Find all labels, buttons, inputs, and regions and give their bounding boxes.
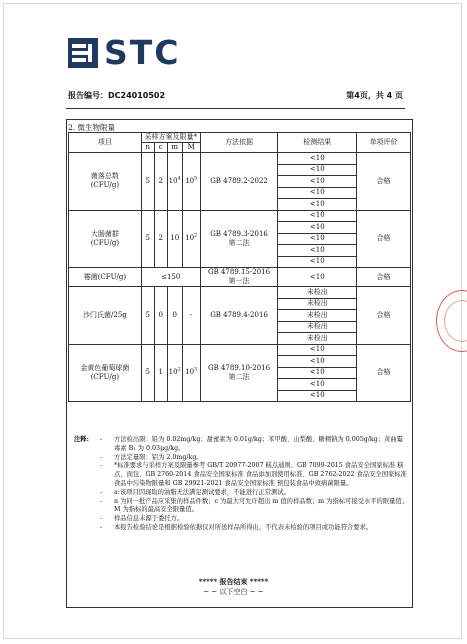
- note-item: [74, 498, 409, 516]
- M-value: [182, 344, 200, 402]
- item-name: 菌落总数 (CFU/g): [69, 153, 142, 211]
- judge-value: 合格: [357, 268, 411, 287]
- result-value: <10: [278, 344, 357, 356]
- M-value-base: 10: [185, 176, 195, 185]
- M-value-base: 10: [185, 234, 195, 243]
- limit-value: ≤150: [141, 268, 200, 287]
- method-basis: GB 4789.4-2016: [200, 287, 278, 345]
- notes-label-spacer: [74, 489, 100, 498]
- c-value: 0: [154, 287, 167, 345]
- M-value: [182, 153, 200, 211]
- M-value: [182, 287, 200, 345]
- note-item: [74, 436, 409, 454]
- m-value: [167, 287, 182, 345]
- m-value-base: 10: [170, 234, 180, 243]
- header-M: M: [182, 143, 200, 153]
- judge-value: 合格: [357, 287, 411, 345]
- header-plan: 采样方案及限量*: [141, 133, 200, 143]
- note-text: 方法定量限：铝为 2.0mg/kg。: [114, 453, 203, 461]
- note-bullet: -: [100, 515, 103, 523]
- result-value: <10: [278, 390, 357, 402]
- method-basis: GB 4789.10-2016 第二法: [200, 344, 278, 402]
- judge-value: 合格: [357, 210, 411, 268]
- M-value-exp: 5: [194, 175, 198, 182]
- page-number: 第4页，共 4 页: [346, 91, 403, 100]
- result-value: <10: [278, 210, 357, 222]
- table-row: [69, 287, 411, 299]
- M-value-exp: 3: [194, 366, 198, 373]
- notes-label: 注释:: [74, 436, 89, 443]
- header-n: n: [141, 143, 154, 153]
- blank-below: ~ ~ 以下空白 ~ ~: [203, 588, 264, 596]
- microbe-limit-table: [68, 132, 411, 402]
- table-row: [69, 210, 411, 222]
- item-name: 沙门氏菌/25g: [69, 287, 142, 345]
- note-item: [74, 524, 409, 533]
- m-value-exp: 4: [177, 175, 181, 182]
- M-value: [182, 210, 200, 268]
- note-bullet: -: [100, 497, 103, 505]
- notes-label-spacer: [74, 524, 100, 533]
- note-text: n 为同一批产品应采集的样品件数；c 为最大可允许超出 m 值的样品数；m 为指标可接受水平的限量值；M 为指标的最高安全限量值。: [114, 497, 409, 514]
- result-value: <10: [278, 379, 357, 391]
- M-value-exp: 2: [194, 232, 198, 239]
- m-value-base: 10: [168, 368, 178, 377]
- notes-block: [74, 436, 409, 533]
- item-name: 金黄色葡萄球菌 (CFU/g): [69, 344, 142, 402]
- table-row: [69, 344, 411, 356]
- notes-label-spacer: [74, 498, 100, 516]
- result-value: <10: [278, 153, 357, 165]
- header-item: 项目: [69, 133, 142, 153]
- section-title: 2. 微生物限量: [68, 123, 116, 132]
- note-bullet: -: [100, 436, 103, 443]
- result-value: 未检出: [278, 333, 357, 345]
- result-value: 未检出: [278, 298, 357, 310]
- header-divider: [66, 108, 405, 109]
- m-value-base: 10: [168, 176, 178, 185]
- n-value: 5: [141, 287, 154, 345]
- result-value: <10: [278, 199, 357, 211]
- note-bullet: -: [100, 453, 103, 461]
- result-value: <10: [278, 164, 357, 176]
- method-basis: GB 4789.2-2022: [200, 153, 278, 211]
- header-result: 检测结果: [278, 133, 357, 153]
- logo-mark-icon: [68, 38, 98, 68]
- judge-value: 合格: [357, 153, 411, 211]
- item-name: 大肠菌群 (CFU/g): [69, 210, 142, 268]
- note-text: a:该项目因现取的油脂无法满足测试要求，不能进行正常测试。: [114, 488, 290, 496]
- method-basis: GB 4789.15-2016 第一法: [200, 268, 278, 287]
- result-value: <10: [278, 268, 357, 287]
- M-value-base: -: [189, 310, 193, 319]
- result-value: <10: [278, 367, 357, 379]
- report-end: ***** 报告结束 *****: [198, 577, 269, 586]
- m-value-base: 0: [172, 310, 177, 319]
- note-text: 样品信息未源于委托方。: [114, 515, 184, 523]
- method-basis: GB 4789.3-2016 第二法: [200, 210, 278, 268]
- n-value: 5: [141, 153, 154, 211]
- note-text: *标准要求与采样方案及限量参考 GB/T 20977-2007 糕点通则、GB 7099-2015 食品安全国家标准 糕点、面包、GB 2760-2014 食品安全国家标准 食品添加剂使用标准、GB 2762-2022 食品安全国家标准 食品中污染物限量和 GB 29921-2021 食品安全国家标准 预包装食品中致病菌限量。: [114, 462, 407, 487]
- notes-label-spacer: [74, 462, 100, 488]
- notes-label-spacer: [74, 515, 100, 524]
- notes-label-spacer: [74, 454, 100, 463]
- c-value: 2: [154, 210, 167, 268]
- result-value: <10: [278, 233, 357, 245]
- note-bullet: -: [100, 523, 103, 531]
- n-value: 5: [141, 344, 154, 402]
- note-item: [74, 462, 409, 488]
- note-text: 方法检出限：铅为 0.02mg/kg；甜蜜素为 0.01g/kg；苯甲酸、山梨酸、糖精钠为 0.005g/kg；黄曲霉毒素 B₁ 为 0.03μg/kg。: [114, 436, 403, 452]
- result-value: 未检出: [278, 321, 357, 333]
- header-m: m: [167, 143, 182, 153]
- m-value: [167, 344, 182, 402]
- m-value: [167, 153, 182, 211]
- result-value: 未检出: [278, 287, 357, 299]
- result-value: <10: [278, 256, 357, 268]
- result-value: <10: [278, 245, 357, 257]
- m-value: [167, 210, 182, 268]
- result-value: <10: [278, 176, 357, 188]
- c-value: 1: [154, 344, 167, 402]
- M-value-base: 10: [185, 368, 195, 377]
- result-value: <10: [278, 187, 357, 199]
- table-row: [69, 153, 411, 165]
- judge-value: 合格: [357, 344, 411, 402]
- result-value: <10: [278, 222, 357, 234]
- result-value: 未检出: [278, 310, 357, 322]
- company-logo: [68, 33, 181, 72]
- table-row: [69, 268, 411, 287]
- result-value: <10: [278, 356, 357, 368]
- note-bullet: -: [100, 462, 103, 470]
- note-item: [74, 515, 409, 524]
- c-value: 2: [154, 153, 167, 211]
- n-value: 5: [141, 210, 154, 268]
- note-item: [74, 489, 409, 498]
- header-method: 方法依据: [200, 133, 278, 153]
- header-c: c: [154, 143, 167, 153]
- report-number: 报告编号：DC24010502: [68, 91, 166, 100]
- header-judge: 单项评价: [357, 133, 411, 153]
- note-text: 本报告检验结论是根据检验依据仅对所送样品所得出，不代表未检验的项目或功能符合要求。: [114, 523, 373, 531]
- note-bullet: -: [100, 488, 103, 496]
- m-value-exp: 2: [177, 366, 181, 373]
- item-name: 霉菌(CFU/g): [69, 268, 142, 287]
- logo-text: STC: [104, 33, 181, 72]
